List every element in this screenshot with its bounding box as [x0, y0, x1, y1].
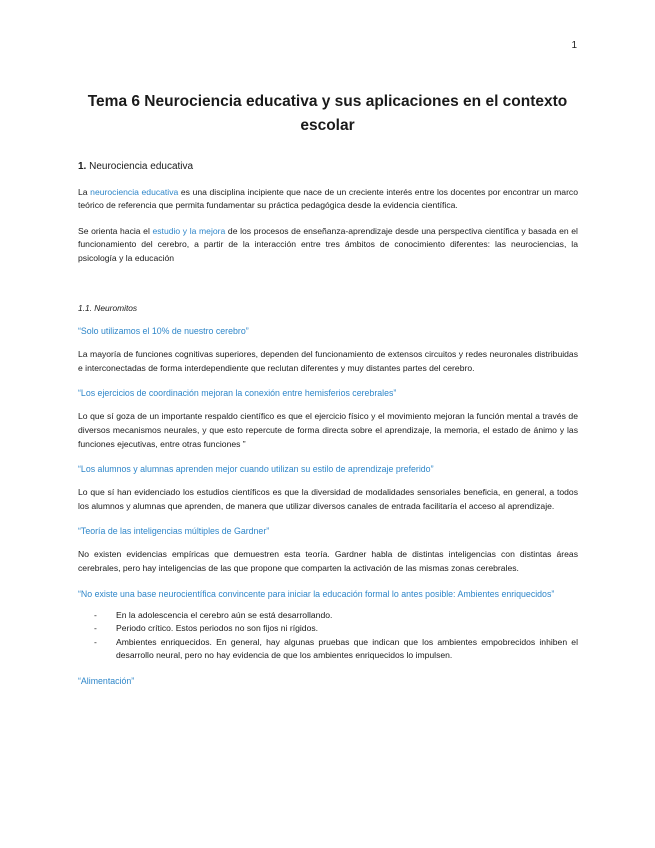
myth-quote: “Teoría de las inteligencias múltiples de Gardner”: [78, 526, 270, 537]
link-estudio-mejora[interactable]: estudio y la mejora: [152, 225, 226, 236]
list-item-text: Ambientes enriquecidos. En general, hay algunas pruebas que indican que los ambientes empobrecidos inhiben el desarrollo neural, pero no hay evidencia de que los ambientes enriquecidos lo impulsen.: [116, 636, 578, 661]
link-neurociencia-educativa[interactable]: neurociencia educativa: [90, 186, 179, 197]
list-item: [78, 609, 578, 623]
paragraph-orientation: [78, 225, 578, 266]
document-body: [78, 160, 578, 698]
list-item-text: Periodo crítico. Estos periodos no son fijos ni rígidos.: [116, 623, 319, 634]
myth-quote: “Solo utilizamos el 10% de nuestro cerebro”: [78, 326, 249, 337]
myth-quote: “No existe una base neurocientífica convincente para iniciar la educación formal lo antes posible: Ambientes enriquecidos”: [78, 588, 555, 599]
page-number: 1: [571, 40, 577, 51]
myth-text: Lo que sí goza de un importante respaldo científico es que el ejercicio físico y el movimiento mejoran la función mental a través de diversos mecanismos neurales, y que esto repercute de forma directa sobre el aprendizaje, la memoria, el estado de ánimo y las funciones ejecutivas, entre otras funciones ”: [78, 411, 578, 449]
section-title: Neurociencia educativa: [89, 161, 194, 172]
text-span: de los procesos de enseñanza-aprendizaje desde una perspectiva científica y basada en el funcionamiento del cerebro, a partir de la interacción entre tres ámbitos de conocimiento diferentes: las neurociencias, la psicología y la educación: [78, 225, 578, 263]
myth-text: La mayoría de funciones cognitivas superiores, dependen del funcionamiento de extensos circuitos y redes neuronales distribuidas e interconectadas de forma interdependiente que reclutan diferentes y muy distantes partes del cerebro.: [78, 349, 578, 373]
text-span: Se orienta hacia el: [78, 225, 153, 236]
document-title: Tema 6 Neurociencia educativa y sus aplicaciones en el contexto escolar: [87, 93, 568, 135]
myth-quote: “Los ejercicios de coordinación mejoran la conexión entre hemisferios cerebrales”: [78, 388, 397, 399]
bullet-marker: -: [94, 636, 97, 647]
subsection-heading: 1.1. Neuromitos: [78, 302, 138, 313]
myth-text: No existen evidencias empíricas que demuestren esta teoría. Gardner habla de distintas inteligencias con distintas áreas cerebrales, pero hay inteligencias de las que propone que comparten la activación de las mismas zonas cerebrales.: [78, 549, 578, 573]
myth-text: Lo que sí han evidenciado los estudios científicos es que la diversidad de modalidades sensoriales beneficia, en general, a todos los alumnos y alumnas que aprenden, de manera que utilizar diversos canales de entrada facilitaría el acceso al aprendizaje.: [78, 487, 578, 511]
section-heading: [78, 160, 578, 174]
text-span: es una disciplina incipiente que nace de un creciente interés entre los docentes por encontrar un marco teórico de referencia que permita fundamentar su práctica pedagógica desde la evidencia científica.: [78, 186, 579, 211]
list-item: [78, 622, 578, 636]
bullet-marker: -: [94, 623, 97, 634]
myth-quote: “Los alumnos y alumnas aprenden mejor cuando utilizan su estilo de aprendizaje preferido”: [78, 464, 434, 475]
list-item: [78, 636, 578, 663]
list-item-text: En la adolescencia el cerebro aún se está desarrollando.: [116, 609, 333, 620]
section-number: 1.: [78, 161, 87, 172]
myth-quote: “Alimentación”: [78, 675, 135, 686]
bullet-list: [78, 609, 578, 663]
text-span: La: [78, 186, 91, 197]
paragraph-intro: [78, 186, 578, 213]
bullet-marker: -: [94, 609, 97, 620]
